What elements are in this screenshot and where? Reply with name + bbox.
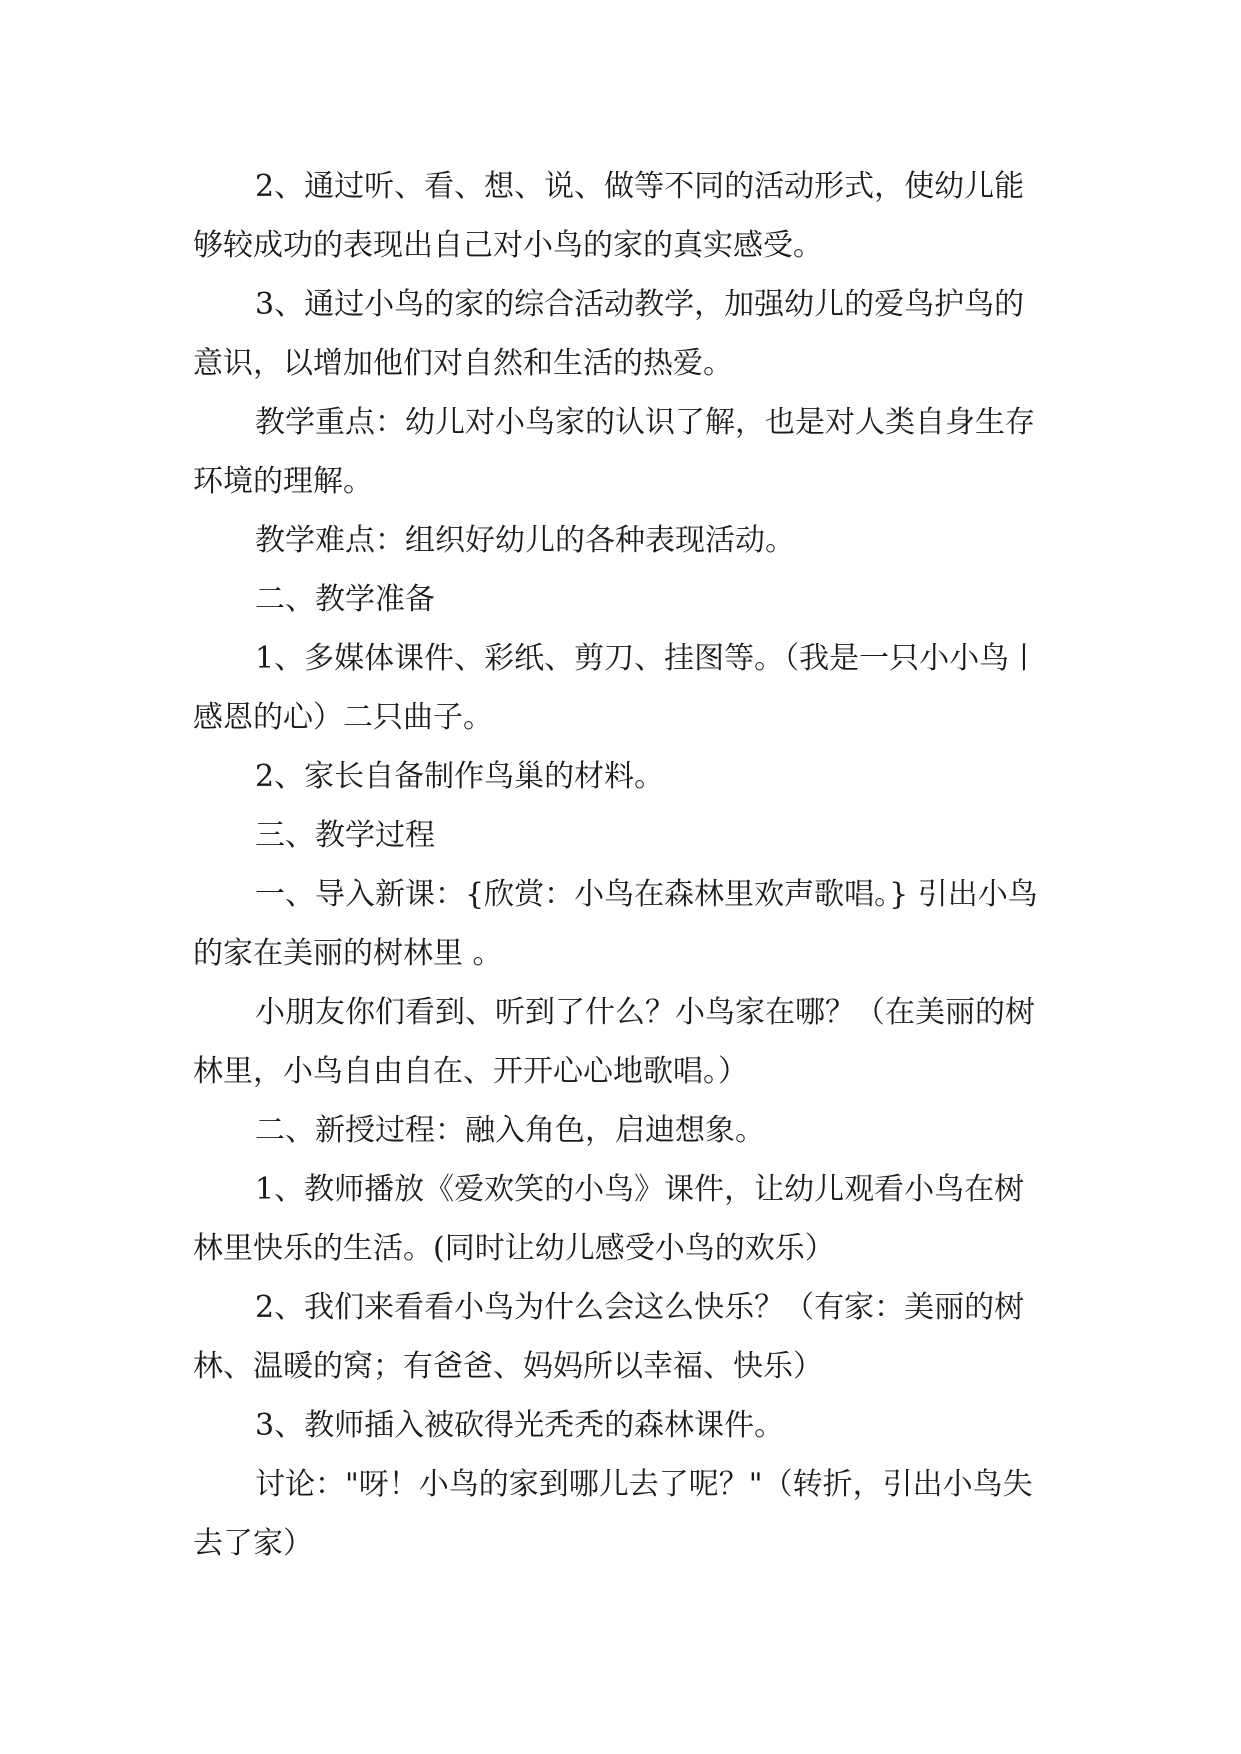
heading-teaching-process: 三、教学过程: [255, 818, 435, 853]
paragraph-goal-2: 2、通过听、看、想、说、做等不同的活动形式，使幼儿能够较成功的表现出自己对小鸟的家的真实感受。: [193, 169, 1025, 263]
paragraph-introduction: 一、导入新课：{欣赏：小鸟在森林里欢声歌唱。} 引出小鸟的家在美丽的树林里 。: [193, 877, 1038, 971]
paragraph-step-2: 2、我们来看看小鸟为什么会这么快乐？（有家：美丽的树林、温暖的窝；有爸爸、妈妈所以幸福、快乐）: [193, 1290, 1025, 1384]
heading-teaching-preparation: 二、教学准备: [255, 582, 435, 617]
heading-new-lesson: 二、新授过程：融入角色，启迪想象。: [255, 1113, 765, 1148]
paragraph-step-3: 3、教师插入被砍得光秃秃的森林课件。: [255, 1408, 785, 1443]
paragraph-teaching-difficulty: 教学难点：组织好幼儿的各种表现活动。: [255, 523, 795, 558]
paragraph-teaching-focus: 教学重点：幼儿对小鸟家的认识了解，也是对人类自身生存环境的理解。: [193, 405, 1035, 499]
document-body: [193, 157, 1053, 1573]
paragraph-preparation-1: 1、多媒体课件、彩纸、剪刀、挂图等。（我是一只小小鸟丨感恩的心）二只曲子。: [193, 641, 1040, 735]
paragraph-preparation-2: 2、家长自备制作鸟巢的材料。: [255, 759, 665, 794]
paragraph-goal-3: 3、通过小鸟的家的综合活动教学，加强幼儿的爱鸟护鸟的意识，以增加他们对自然和生活的热爱。: [193, 287, 1025, 381]
paragraph-step-1: 1、教师播放《爱欢笑的小鸟》课件，让幼儿观看小鸟在树林里快乐的生活。(同时让幼儿感受小鸟的欢乐）: [193, 1172, 1025, 1266]
paragraph-discussion: 讨论："呀！小鸟的家到哪儿去了呢？"（转折，引出小鸟失去了家）: [193, 1467, 1033, 1561]
paragraph-question: 小朋友你们看到、听到了什么？小鸟家在哪？（在美丽的树林里，小鸟自由自在、开开心心地歌唱。）: [193, 995, 1035, 1089]
